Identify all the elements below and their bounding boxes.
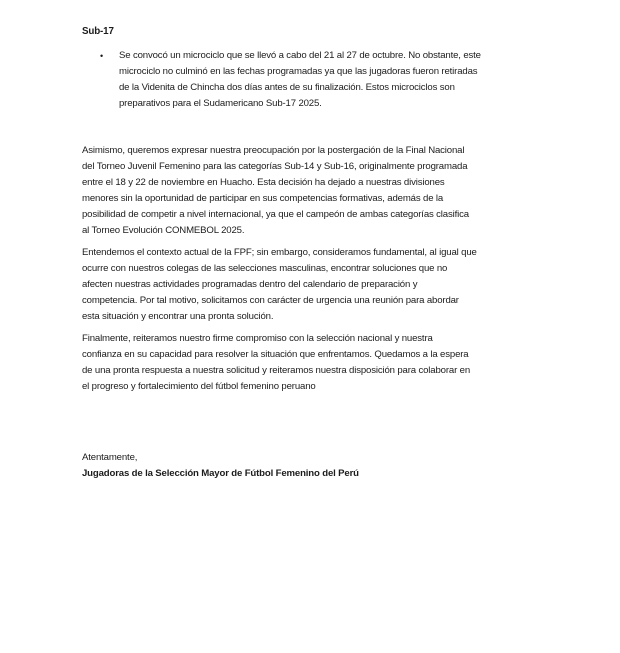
- text-line: de la Videnita de Chincha dos días antes de su finalización. Estos microciclos son: [119, 82, 455, 93]
- text-line: competencia. Por tal motivo, solicitamos con carácter de urgencia una reunión para abordar: [82, 295, 459, 306]
- text-line: de una pronta respuesta a nuestra solicitud y reiteramos nuestra disposición para colaborar en: [82, 365, 471, 376]
- text-line: Entendemos el contexto actual de la FPF; sin embargo, consideramos fundamental, al igual que: [82, 247, 477, 258]
- closing-salutation: Atentamente,: [82, 452, 138, 463]
- text-line: entre el 18 y 22 de noviembre en Huacho. Esta decisión ha dejado a nuestras divisiones: [82, 177, 445, 188]
- section-heading: Sub-17: [82, 26, 114, 37]
- text-line: Finalmente, reiteramos nuestro firme compromiso con la selección nacional y nuestra: [82, 333, 433, 344]
- text-line: el progreso y fortalecimiento del fútbol femenino peruano: [82, 381, 316, 392]
- paragraph-meeting-request: [82, 245, 477, 325]
- text-line: menores sin la oportunidad de participar en sus competencias formativas, además de la: [82, 193, 444, 204]
- bullet-icon: •: [100, 51, 104, 61]
- text-line: esta situación y encontrar una pronta solución.: [82, 311, 274, 322]
- text-line: microciclo no culminó en las fechas programadas ya que las jugadoras fueron retiradas: [119, 66, 478, 77]
- text-line: ocurre con nuestros colegas de las selecciones masculinas, encontrar soluciones que no: [82, 263, 448, 274]
- signature-line: Jugadoras de la Selección Mayor de Fútbol Femenino del Perú: [82, 468, 359, 479]
- bullet-text: [119, 48, 481, 112]
- text-line: Se convocó un microciclo que se llevó a cabo del 21 al 27 de octubre. No obstante, este: [119, 50, 481, 61]
- text-line: del Torneo Juvenil Femenino para las categorías Sub-14 y Sub-16, originalmente programada: [82, 161, 468, 172]
- paragraph-commitment: [82, 331, 470, 395]
- text-line: al Torneo Evolución CONMEBOL 2025.: [82, 225, 245, 236]
- text-line: preparativos para el Sudamericano Sub-17 2025.: [119, 98, 322, 109]
- text-line: confianza en su capacidad para resolver la situación que enfrentamos. Quedamos a la espera: [82, 349, 469, 360]
- text-line: afecten nuestras actividades programadas dentro del calendario de preparación y: [82, 279, 418, 290]
- text-line: posibilidad de competir a nivel internacional, ya que el campeón de ambas categorías clasifica: [82, 209, 469, 220]
- text-line: Asimismo, queremos expresar nuestra preocupación por la postergación de la Final Nacional: [82, 145, 465, 156]
- paragraph-postponement-concern: [82, 143, 469, 239]
